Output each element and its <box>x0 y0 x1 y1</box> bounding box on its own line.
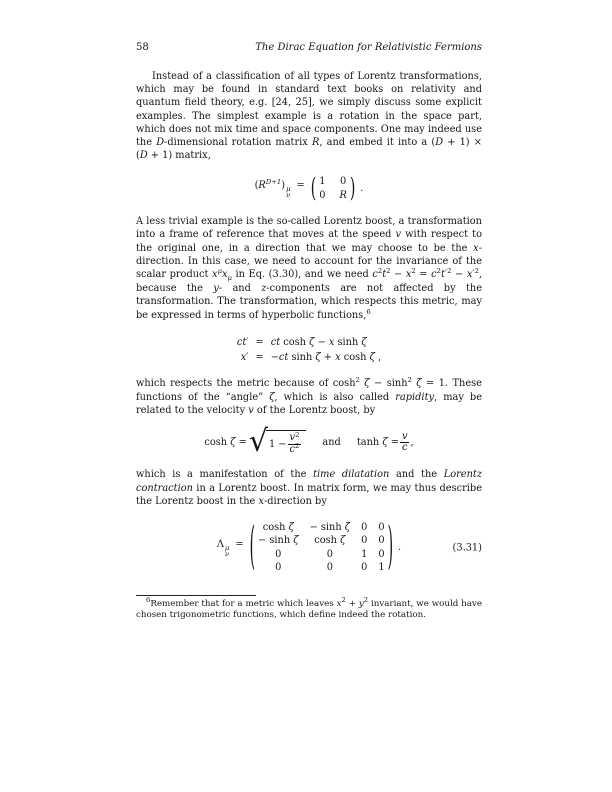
index-mu: μ <box>286 184 291 193</box>
matrix-cell: 0 <box>319 189 326 201</box>
connector-and: and <box>322 437 341 449</box>
matrix-cell: 0 <box>361 562 368 574</box>
equation-boost-matrix <box>136 521 482 575</box>
matrix-cell: 1 <box>361 548 368 560</box>
matrix-cell: − sinh ζ <box>309 522 351 534</box>
mu-nu-indices <box>286 186 290 199</box>
page-number: 58 <box>136 42 149 53</box>
matrix-cell: 0 <box>378 535 385 547</box>
matrix-cell: 0 <box>378 548 385 560</box>
equation-period: . <box>398 542 402 554</box>
equals-sign: = <box>255 336 264 348</box>
matrix-cell: cosh ζ <box>314 535 346 547</box>
matrix-cell: 0 <box>275 548 282 560</box>
matrix-4x4-cells <box>258 521 385 575</box>
matrix-cell: R <box>339 189 347 201</box>
equation-rapidity-relations <box>136 423 482 459</box>
left-paren: ( <box>310 173 317 205</box>
equation-lhs <box>217 538 250 558</box>
tanh-lhs: tanh ζ = <box>356 437 399 449</box>
footnote: $^6$Remember that for a metric which leaves $x^2 + y^2$ invariant, we would have chosen trigonometric functions, which define indeed the rotation. <box>136 596 482 620</box>
running-title: The Dirac Equation for Relativistic Fermions <box>255 42 482 53</box>
cosh-lhs: cosh ζ = <box>204 437 247 449</box>
matrix-2x2-cells <box>319 175 347 202</box>
lhs-base: Λ <box>216 538 224 550</box>
page-header <box>136 42 482 53</box>
equation-number: (3.31) <box>452 542 482 554</box>
equation-lhs <box>255 179 311 199</box>
paragraph-lorentz-boost: A less trivial example is the so-called Lorentz boost, a transformation into a frame of reference that moves at the speed v with respect to the original one, in a direction that we may choose to be the x-direction. In this case, we need to account for the invariance of the scalar product $x^\mu x_\mu$ in Eq. (3.30), and we need $c^2t^2 - x^2 = c^2t'^2 - x'^2$, because the y- and z-components are not affected by the transformation. The transformation, which respects this metric, may be expressed in terms of hyperbolic functions,$^6$ <box>136 216 483 321</box>
matrix-cell: 0 <box>361 535 368 547</box>
index-mu: μ <box>224 543 230 552</box>
index-nu: ν <box>224 550 230 559</box>
matrix-cell: 0 <box>340 176 347 188</box>
matrix-cell: cosh ζ <box>262 522 294 534</box>
right-paren: ) <box>387 519 394 577</box>
eq-line1-rhs: ct cosh ζ − x sinh ζ <box>270 336 367 348</box>
square-root: √ 1 − $\frac{v^2}{c^2}$ <box>249 430 307 455</box>
equation-hyperbolic-transform <box>136 336 482 364</box>
index-nu: ν <box>286 191 291 200</box>
eq-line1-lhs: ct′ <box>236 336 249 348</box>
paragraph-rapidity: which respects the metric because of $\cosh^2 \zeta - \sinh^2 \zeta = 1$. These functions of the “angle” ζ, which is also called rapidity, may be related to the velocity v of the Lorentz boost, by <box>136 376 482 417</box>
matrix-cell: 1 <box>319 176 326 188</box>
eq-line2-lhs: x′ <box>240 351 249 363</box>
paragraph-intro-rotations: Instead of a classification of all types of Lorentz transformations, which may be found in standard text books on relativity and quantum field theory, e.g. [24, 25], we simply discuss some explicit examples. The simplest example is a rotation in the space part, which does not mix time and space components. One may indeed use the D-dimensional rotation matrix R, and embed it into a (D + 1) × (D + 1) matrix, <box>136 71 482 162</box>
matrix-cell: 0 <box>378 522 385 534</box>
matrix-cell: 0 <box>326 562 333 574</box>
matrix-cell: 0 <box>361 522 368 534</box>
fraction-denominator: $c^2$ <box>289 442 300 455</box>
equals-sign: = <box>235 538 244 550</box>
matrix-cell: − sinh ζ <box>258 535 299 547</box>
equation-rotation-embedding <box>136 173 482 205</box>
matrix-2x2 <box>310 173 356 205</box>
equals-sign: = <box>296 179 305 191</box>
trailing-comma: , <box>410 437 414 449</box>
eq-line2-rhs: −ct sinh ζ + x cosh ζ , <box>270 351 382 363</box>
lhs-base: $(R^{D+1})$ <box>254 178 286 191</box>
equation-period: . <box>360 183 364 195</box>
fraction-v2-over-c2 <box>288 430 302 455</box>
paragraph-matrix-form: which is a manifestation of the time dilatation and the Lorentz contraction in a Lorentz boost. In matrix form, we may thus describe the Lorentz boost in the x-direction by <box>136 469 482 507</box>
fraction-numerator: $v^2$ <box>289 430 300 444</box>
mu-nu-indices <box>225 545 229 558</box>
radicand <box>266 430 306 455</box>
equals-sign: = <box>255 351 264 363</box>
page-content <box>136 42 482 621</box>
footnote-rule <box>136 595 256 596</box>
left-paren: ( <box>249 519 256 577</box>
fraction-denominator: c <box>401 442 408 454</box>
matrix-cell: 0 <box>326 548 333 560</box>
radicand-prefix: 1 − <box>268 438 287 450</box>
matrix-cell: 1 <box>378 562 385 574</box>
fraction-numerator: v <box>401 430 408 442</box>
matrix-4x4 <box>250 521 393 575</box>
right-paren: ) <box>349 173 356 205</box>
matrix-cell: 0 <box>275 562 282 574</box>
fraction-v-over-c <box>400 432 410 454</box>
